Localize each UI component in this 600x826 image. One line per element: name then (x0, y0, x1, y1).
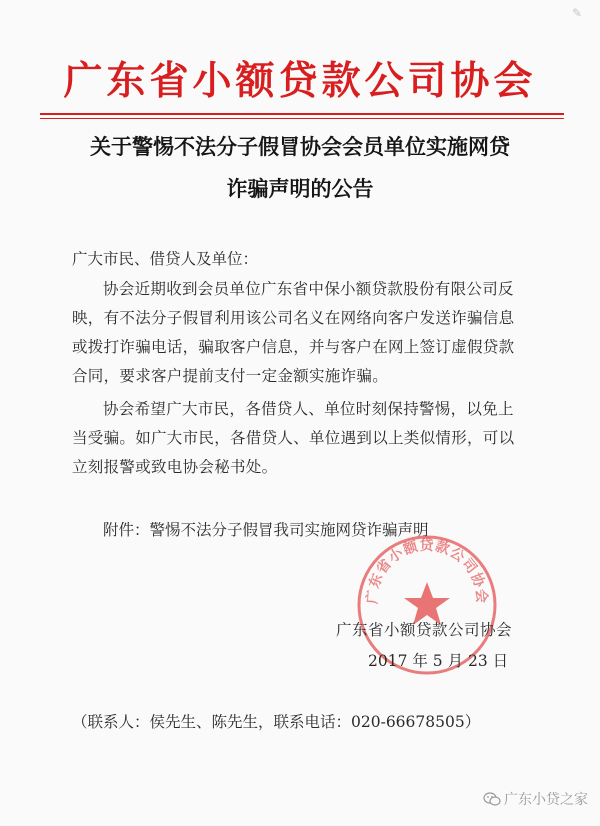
pin-icon: ✎ (571, 6, 583, 20)
salutation: 广大市民、借贷人及单位： (72, 250, 259, 268)
notice-title-line-1: 关于警惕不法分子假冒协会会员单位实施网贷 (90, 134, 510, 159)
notice-title-line-2: 诈骗声明的公告 (226, 176, 374, 201)
letterhead: 广东省小额贷款公司协会 (63, 58, 537, 104)
body-paragraph-2: 协会希望广大市民，各借贷人、单位时刻保持警惕，以免上当受骗。如广大市民，各借贷人、单位遇到以上类似情形，可以立刻报警或致电协会秘书处。 (72, 400, 515, 476)
watermark-text: 广东小贷之家 (504, 792, 588, 808)
wechat-icon (483, 791, 501, 807)
issuer-signature: 广东省小额贷款公司协会 (336, 621, 513, 639)
letterhead-rule (40, 113, 564, 115)
attachment-note: 附件：警惕不法分子假冒我司实施网贷诈骗声明 (103, 521, 429, 539)
letterhead-rule-thin (40, 118, 564, 119)
contact-info: （联系人：侯先生、陈先生，联系电话：020-66678505） (72, 713, 481, 731)
seal-arc-text: 广东省小额贷款公司协会 (364, 538, 490, 605)
source-watermark (483, 789, 588, 809)
issue-date: 2017 年 5 月 23 日 (368, 652, 509, 670)
body-paragraph-1: 协会近期收到会员单位广东省中保小额贷款股份有限公司反映，有不法分子假冒利用该公司名义在网络向客户发送诈骗信息或拨打诈骗电话，骗取客户信息，并与客户在网上签订虚假贷款合同，要求客户提前支付一定金额实施诈骗。 (72, 280, 515, 385)
